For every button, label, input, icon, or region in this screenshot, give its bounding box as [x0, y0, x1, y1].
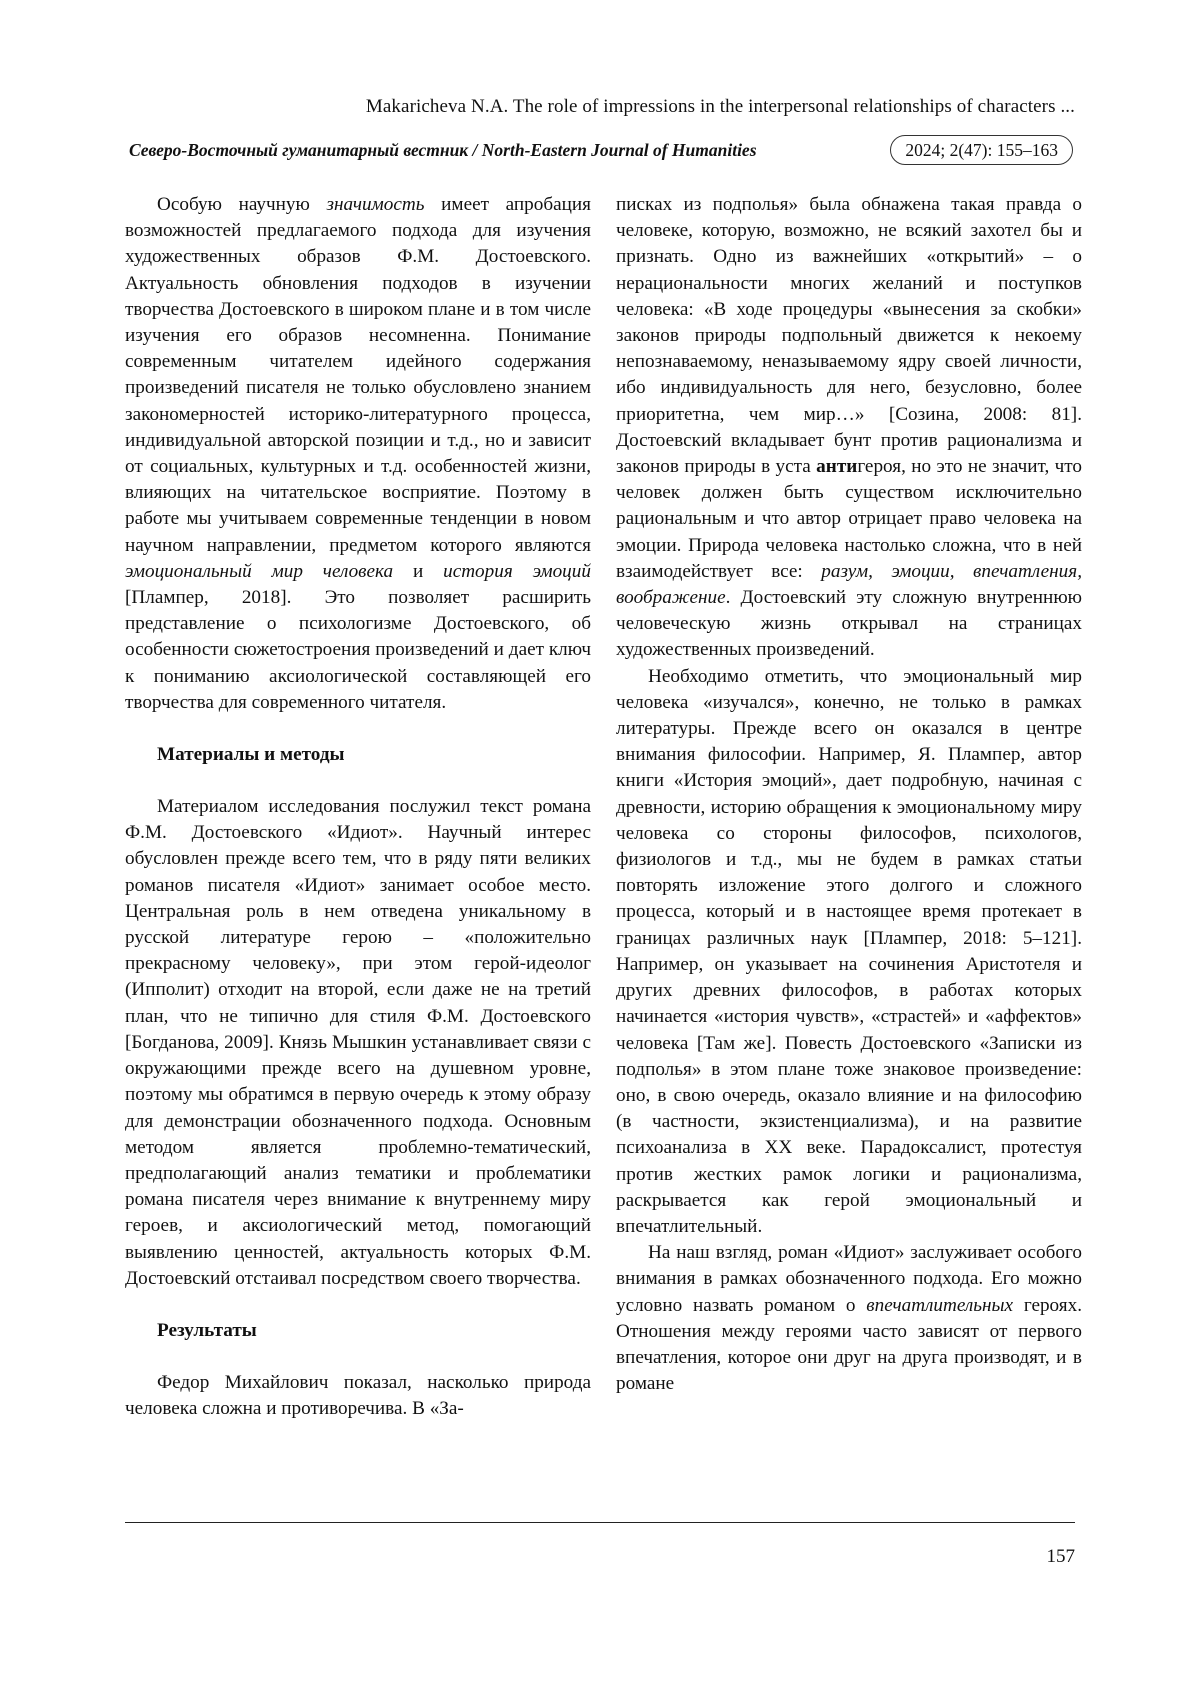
emphasis: эмоциональный мир человека — [125, 560, 394, 582]
issue-badge: 2024; 2(47): 155–163 — [890, 135, 1073, 165]
section-heading-materials: Материалы и методы — [157, 744, 345, 766]
page-number: 157 — [1046, 1546, 1075, 1567]
text-span: имеет апробация возможностей предлагаемого подхода для изучения художественных образов Ф.М. Достоевского. Актуальность обновления подходов в изучении творчества Достоевского в широком плане и в том числе изучения его образов несомненна. Понимание современным читателем идейного содержания произведений писателя не только обусловлено знанием закономерностей историко-литературного процесса, индивидуальной авторской позиции и т.д., но и зависит от социальных, культурных и т.д. особенностей жизни, влияющих на читательское восприятие. Поэтому в работе мы учитываем современные тенденции в новом научном направлении, предметом которого являются — [125, 194, 591, 556]
text-span: . Достоевский эту сложную внутреннюю человеческую жизнь открывал на страницах художественных произведений. — [616, 587, 1082, 661]
text-span: писках из подполья» была обнажена такая правда о человеке, которую, возможно, не всякий захотел бы и признать. Одно из важнейших «открытий» – о нерациональности многих желаний и поступков человека: «В ходе процедуры «вынесения за скобки» законов природы подпольный движется к некоему непознаваемому, неназываемому ядру своей личности, ибо индивидуальность для него, безусловно, более приоритетна, чем мир…» [Созина, 2008: 81]. Достоевский вкладывает бунт против рационализма и законов природы в уста — [616, 194, 1082, 478]
emphasis: значимость — [326, 194, 425, 215]
left-column — [125, 192, 591, 1422]
idiot-paragraph — [616, 1240, 1082, 1397]
text-span: [Плампер, 2018]. Это позволяет расширить представление о психологизме Достоевского, об особенности сюжетостроения произведений и дает ключ к пониманию аксиологической составляющей его творчества для современного читателя. — [125, 587, 591, 713]
section-heading-results: Результаты — [157, 1319, 257, 1341]
emotion-history-paragraph: Необходимо отметить, что эмоциональный мир человека «изучался», конечно, не только в рамках литературы. Прежде всего он оказался в центре внимания философии. Например, Я. Плампер, автор книги «История эмоций», дает подробную, начиная с древности, историю обращения к эмоциональному миру человека со стороны философов, психологов, физиологов и т.д., мы не будем в рамках статьи повторять изложение этого долгого и сложного процесса, который и в настоящее время протекает в границах различных наук [Плампер, 2018: 5–121]. Например, он указывает на сочинения Аристотеля и других древних философов, в работах которых начинается «история чувств», «страстей» и «аффектов» человека [Там же]. Повесть Достоевского «Записки из подполья» в этом плане тоже знаковое произведение: оно, в свою очередь, оказало влияние и на философию (в частности, экзистенциализма), и на развитие психоанализа в XX веке. Парадоксалист, протестуя против жестких рамок логики и рационализма, раскрывается как герой эмоциональный и впечатлительный. — [616, 665, 1082, 1237]
right-column — [616, 192, 1082, 1397]
journal-line — [125, 135, 1075, 169]
text-span: героя, но это не значит, что человек должен быть существом исключительно рациональным и что автор отрицает право человека на эмоции. Природа человека настолько сложна, что в ней взаимодействует все: — [616, 456, 1082, 582]
text-span: и — [393, 560, 444, 582]
running-title: Makaricheva N.A. The role of impressions in the interpersonal relationships of characters ... — [365, 96, 1075, 117]
bold-prefix: анти — [816, 456, 858, 478]
intro-paragraph — [125, 192, 591, 716]
materials-paragraph: Материалом исследования послужил текст романа Ф.М. Достоевского «Идиот». Научный интерес обусловлен прежде всего тем, что в ряду пяти великих романов писателя «Идиот» занимает особое место. Центральная роль в нем отведена уникальному в русской литературе герою – «положительно прекрасному человеку», при этом герой-идеолог (Ипполит) отходит на второй, если даже не на третий план, что не типично для стиля Ф.М. Достоевского [Богданова, 2009]. Князь Мышкин устанавливает связи с окружающими прежде всего на душевном уровне, поэтому мы обратимся в первую очередь к этому образу для демонстрации обозначенного подхода. Основным методом является проблемно-тематический, предполагающий анализ тематики и проблематики романа писателя через внимание к внутреннему миру героев, и аксиологический метод, помогающий выявлению ценностей, актуальность которых Ф.М. Достоевский отстаивал посредством своего творчества. — [125, 796, 591, 1289]
text-span: героях. Отношения между героями часто зависят от первого впечатления, которое они друг на друга производят, и в романе — [616, 1294, 1083, 1395]
footer-rule — [125, 1522, 1075, 1523]
emphasis: впечатлительных — [866, 1294, 1014, 1316]
emphasis: разум, эмоции, впечатления, воображение — [616, 560, 1082, 609]
text-span: На наш взгляд, роман «Идиот» заслуживает особого внимания в рамках обозначенного подхода. Его можно условно назвать романом о — [616, 1242, 1082, 1316]
text-span: Особую научную — [157, 194, 327, 215]
journal-title: Северо-Восточный гуманитарный вестник / North-Eastern Journal of Humanities — [129, 140, 757, 160]
results-paragraph: Федор Михайлович показал, насколько природа человека сложна и противоречива. В «За- — [125, 1371, 591, 1420]
continued-paragraph — [616, 192, 1082, 664]
emphasis: история эмоций — [443, 560, 591, 582]
